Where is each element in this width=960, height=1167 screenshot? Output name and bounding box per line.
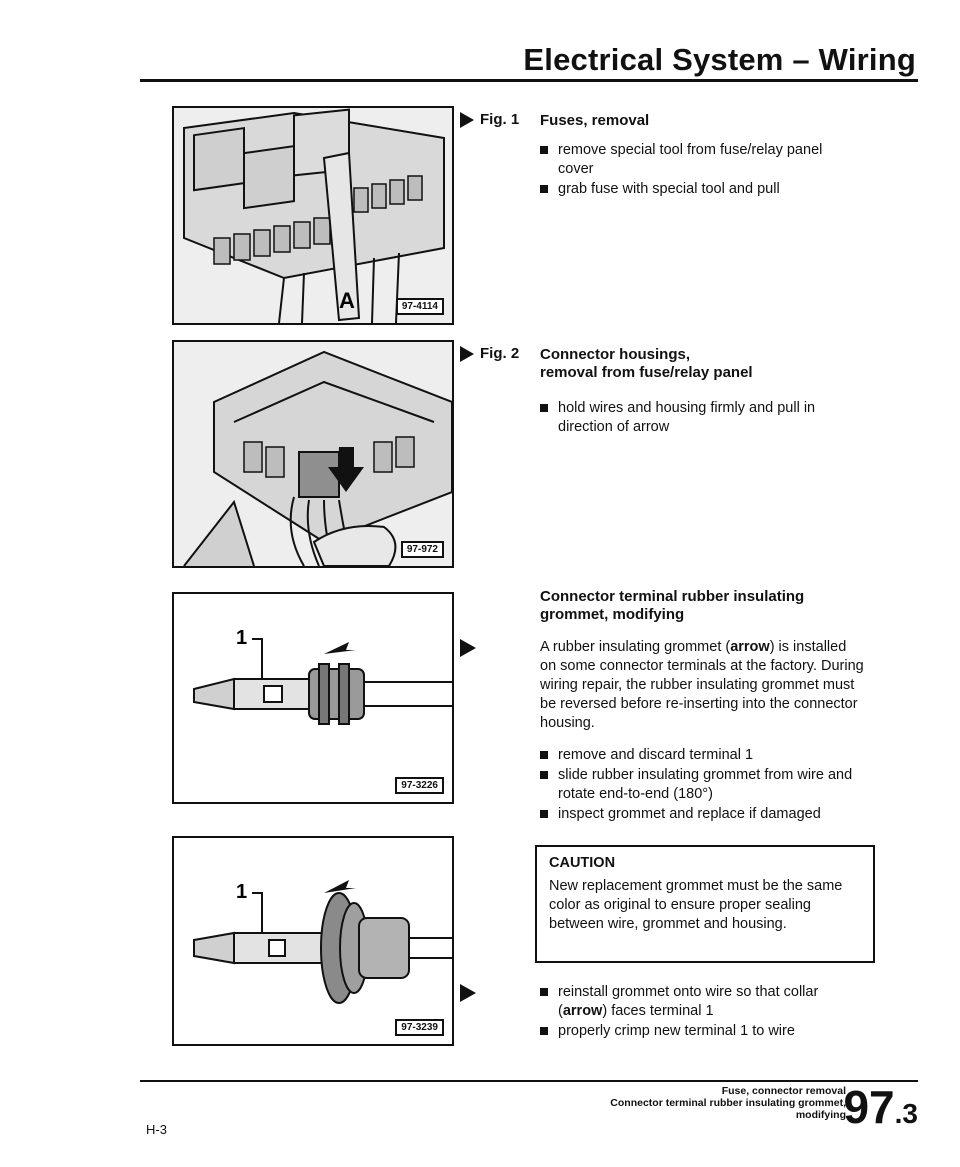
caution-text: New replacement grommet must be the same color as original to ensure proper sealing between wire, grommet and housing.: [549, 878, 843, 932]
pointer-arrow-icon: [460, 639, 476, 657]
figure-fuse-removal: [172, 106, 454, 325]
figure-tag: 97-4114: [396, 298, 444, 315]
figure-connector-housing: [172, 340, 454, 568]
list-item: remove special tool from fuse/relay panel cover: [540, 141, 860, 179]
page-number: 97.3: [843, 1081, 918, 1133]
footer-divider: [140, 1080, 918, 1082]
terminal-grommet-illustration: [174, 594, 452, 802]
pointer-arrow-icon: [460, 984, 476, 1002]
figure-grommet-reversed: [172, 836, 454, 1046]
grommet-title: Connector terminal rubber insulating grommet, modifying: [540, 588, 805, 623]
caution-box: [535, 845, 875, 963]
list-item: properly crimp new terminal 1 to wire: [540, 1022, 870, 1041]
grommet-paragraph: A rubber insulating grommet (arrow) is installed on some connector terminals at the factory. During wiring repair, the rubber insulating grommet must be reversed before re-inserting into the connector housing.: [540, 639, 864, 731]
page-title: Electrical System – Wiring: [523, 42, 916, 77]
figure-tag: 97-972: [401, 541, 444, 558]
footer-section-code: H-3: [146, 1122, 167, 1137]
list-item: remove and discard terminal 1: [540, 746, 865, 765]
list-item: grab fuse with special tool and pull: [540, 180, 860, 199]
footer-topic-list: Fuse, connector removal Connector terminal rubber insulating grommet, modifying: [610, 1085, 846, 1121]
fig2-ref: Fig. 2: [460, 345, 519, 362]
header-divider: [140, 79, 918, 82]
fig1-bullets: [540, 141, 860, 200]
fig2-title: Connector housings, removal from fuse/relay panel: [540, 346, 753, 381]
list-item: slide rubber insulating grommet from wire and rotate end-to-end (180°): [540, 766, 865, 804]
label-1: 1: [236, 881, 248, 903]
fuse-panel-illustration: [174, 108, 452, 323]
final-bullets: [540, 983, 870, 1042]
grommet-bullets: [540, 746, 865, 825]
list-item: reinstall grommet onto wire so that collar (arrow) faces terminal 1: [540, 983, 870, 1021]
connector-housing-illustration: [174, 342, 452, 566]
list-item: hold wires and housing firmly and pull in direction of arrow: [540, 399, 860, 437]
caution-title: CAUTION: [549, 855, 616, 871]
label-a: A: [339, 288, 355, 313]
pointer-arrow-icon: [460, 112, 474, 128]
fig2-bullets: [540, 399, 860, 438]
figure-grommet-original: [172, 592, 454, 804]
fig1-ref: Fig. 1: [460, 111, 519, 128]
pointer-arrow-icon: [460, 346, 474, 362]
figure-tag: 97-3226: [395, 777, 444, 794]
label-1: 1: [236, 627, 248, 649]
list-item: inspect grommet and replace if damaged: [540, 805, 865, 824]
terminal-grommet-reversed-illustration: [174, 838, 452, 1044]
figure-tag: 97-3239: [395, 1019, 444, 1036]
fig1-title: Fuses, removal: [540, 112, 650, 129]
